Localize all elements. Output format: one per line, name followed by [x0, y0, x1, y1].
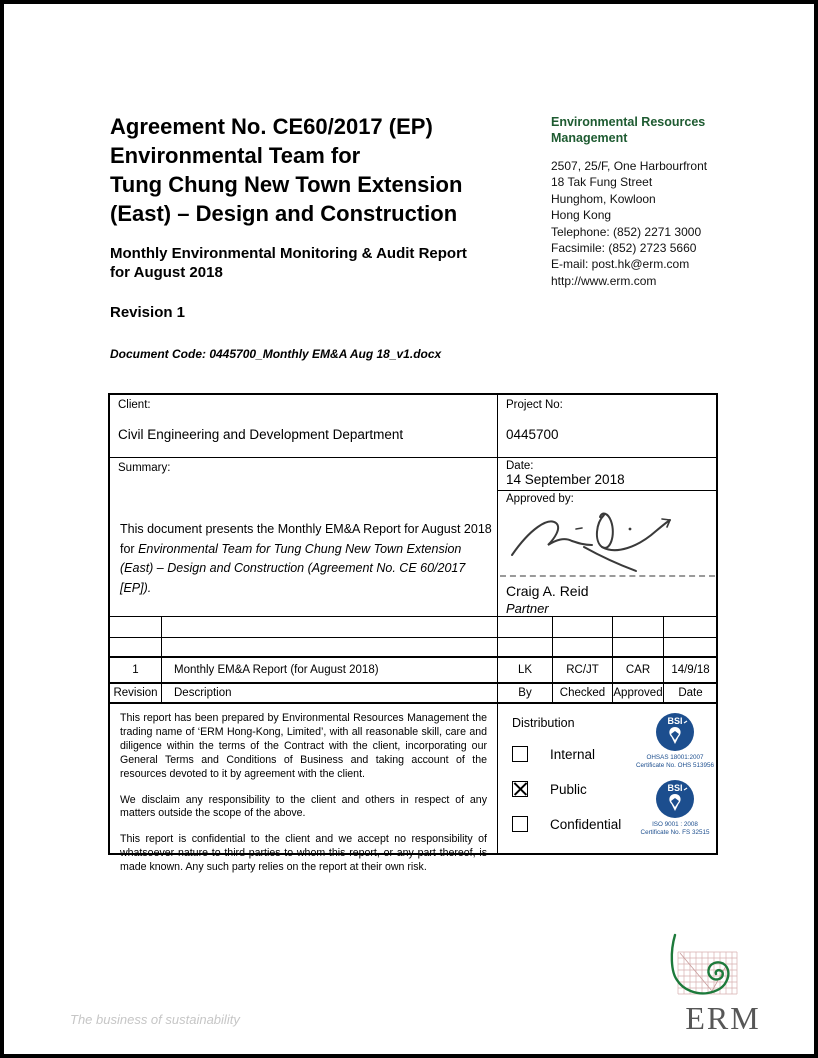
disclaimer-para: We disclaim any responsibility to the client and others in respect of any matters outside the scope of the above. — [120, 793, 487, 820]
empty-cell — [110, 638, 162, 658]
date-label: Date: — [506, 460, 534, 472]
column-header-description: Description — [162, 684, 498, 704]
document-code: Document Code: 0445700_Monthly EM&A Aug 18_v1.docx — [110, 347, 442, 361]
approver-signature — [504, 507, 709, 573]
summary-cell — [110, 458, 498, 617]
column-header-date: Date — [664, 684, 717, 704]
title-line: Environmental Team for — [110, 143, 361, 168]
empty-cell — [162, 617, 498, 638]
empty-cell — [613, 617, 664, 638]
distribution-cell — [498, 704, 717, 853]
disclaimer-text — [110, 704, 497, 875]
certification-text: ISO 9001 : 2008 Certificate No. FS 32515 — [640, 821, 710, 836]
certification-text: OHSAS 18001:2007 Certificate No. OHS 513956 — [635, 754, 715, 769]
signature-line — [500, 575, 715, 577]
checkbox-confidential-icon — [512, 816, 528, 832]
bsi-logo-icon — [655, 779, 695, 819]
revision-checked: RC/JT — [553, 658, 613, 684]
document-info-table — [108, 393, 718, 874]
empty-cell — [553, 617, 613, 638]
client-label: Client: — [118, 399, 151, 411]
summary-text: This document presents the Monthly EM&A Report for August 2018 for Environmental Team for Tung Chung New Town Extension (East) – Design and Construction (Agreement No. CE 60/2017 [EP]). — [120, 522, 492, 595]
approver-title: Partner — [506, 601, 549, 616]
column-header-approved: Approved — [613, 684, 664, 704]
title-line: Tung Chung New Town Extension — [110, 172, 463, 197]
client-cell — [110, 395, 498, 458]
revision-label: Revision 1 — [110, 304, 186, 321]
certification-iso — [620, 779, 730, 837]
column-header-by: By — [498, 684, 553, 704]
distribution-option-confidential: Confidential — [512, 816, 621, 832]
distribution-option-internal: Internal — [512, 746, 595, 762]
empty-cell — [110, 617, 162, 638]
x-mark-icon — [513, 782, 527, 796]
erm-logo — [663, 932, 783, 1037]
summary-text-italic: Environmental Team for Tung Chung New Town Extension (East) – Design and Construction (Agreement No. CE 60/2017 [EP]). — [120, 541, 466, 595]
summary-label: Summary: — [118, 462, 171, 474]
revision-description: Monthly EM&A Report (for August 2018) — [162, 658, 498, 684]
revision-date: 14/9/18 — [664, 658, 717, 684]
title-line: (East) – Design and Construction — [110, 201, 458, 226]
empty-cell — [498, 617, 553, 638]
client-value: Civil Engineering and Development Department — [118, 427, 404, 442]
project-no-cell — [498, 395, 717, 458]
title-line: Agreement No. CE60/2017 (EP) — [110, 114, 433, 139]
company-name: Environmental Resources Management — [551, 115, 706, 145]
empty-cell — [162, 638, 498, 658]
empty-cell — [613, 638, 664, 658]
document-title — [110, 112, 530, 228]
distribution-label: Distribution — [512, 716, 575, 730]
svg-text:BSI: BSI — [667, 716, 683, 726]
column-header-checked: Checked — [553, 684, 613, 704]
project-no-label: Project No: — [506, 399, 563, 411]
distribution-option-public: Public — [512, 781, 587, 797]
empty-cell — [498, 638, 553, 658]
approved-by-cell — [498, 491, 717, 617]
certification-ohsas — [620, 712, 730, 770]
date-cell — [498, 458, 717, 491]
document-subtitle: Monthly Environmental Monitoring & Audit Report for August 2018 — [110, 245, 467, 281]
disclaimer-para: This report has been prepared by Environmental Resources Management the trading name of ‘ERM Hong-Kong, Limited’, with all reasonable skill, care and diligence within the terms of the Contract with the client, incorporating our General Terms and Conditions of Business and taking account of the resources devoted to it by agreement with the client. — [120, 712, 487, 780]
company-address: 2507, 25/F, One Harbourfront 18 Tak Fung Street Hunghom, Kowloon Hong Kong Telephone: (852) 2271 3000 Facsimile: (852) 2723 5660 E-mail: post.hk@erm.com http://www.erm.com — [551, 159, 708, 288]
project-no-value: 0445700 — [506, 427, 559, 442]
disclaimer-para: This report is confidential to the client and we accept no responsibility of whatsoever nature to third parties to whom this report, or any part thereof, is made known. Any such party relies on the report at their own risk. — [120, 833, 487, 874]
erm-wordmark: ERM — [685, 1000, 761, 1036]
disclaimer-cell — [110, 704, 498, 874]
date-value: 14 September 2018 — [506, 472, 625, 487]
company-address-block — [551, 114, 781, 289]
approver-name: Craig A. Reid — [506, 583, 589, 599]
approved-by-label: Approved by: — [506, 493, 574, 505]
checkbox-internal-icon — [512, 746, 528, 762]
empty-cell — [664, 617, 717, 638]
company-tagline: The business of sustainability — [70, 1012, 240, 1027]
revision-approved: CAR — [613, 658, 664, 684]
revision-by: LK — [498, 658, 553, 684]
column-header-revision: Revision — [110, 684, 162, 704]
checkbox-public-icon — [512, 781, 528, 797]
empty-cell — [664, 638, 717, 658]
svg-text:BSI: BSI — [667, 783, 683, 793]
erm-spiral-grid-icon — [663, 932, 775, 1000]
revision-number: 1 — [110, 658, 162, 684]
bsi-logo-icon — [655, 712, 695, 752]
empty-cell — [553, 638, 613, 658]
